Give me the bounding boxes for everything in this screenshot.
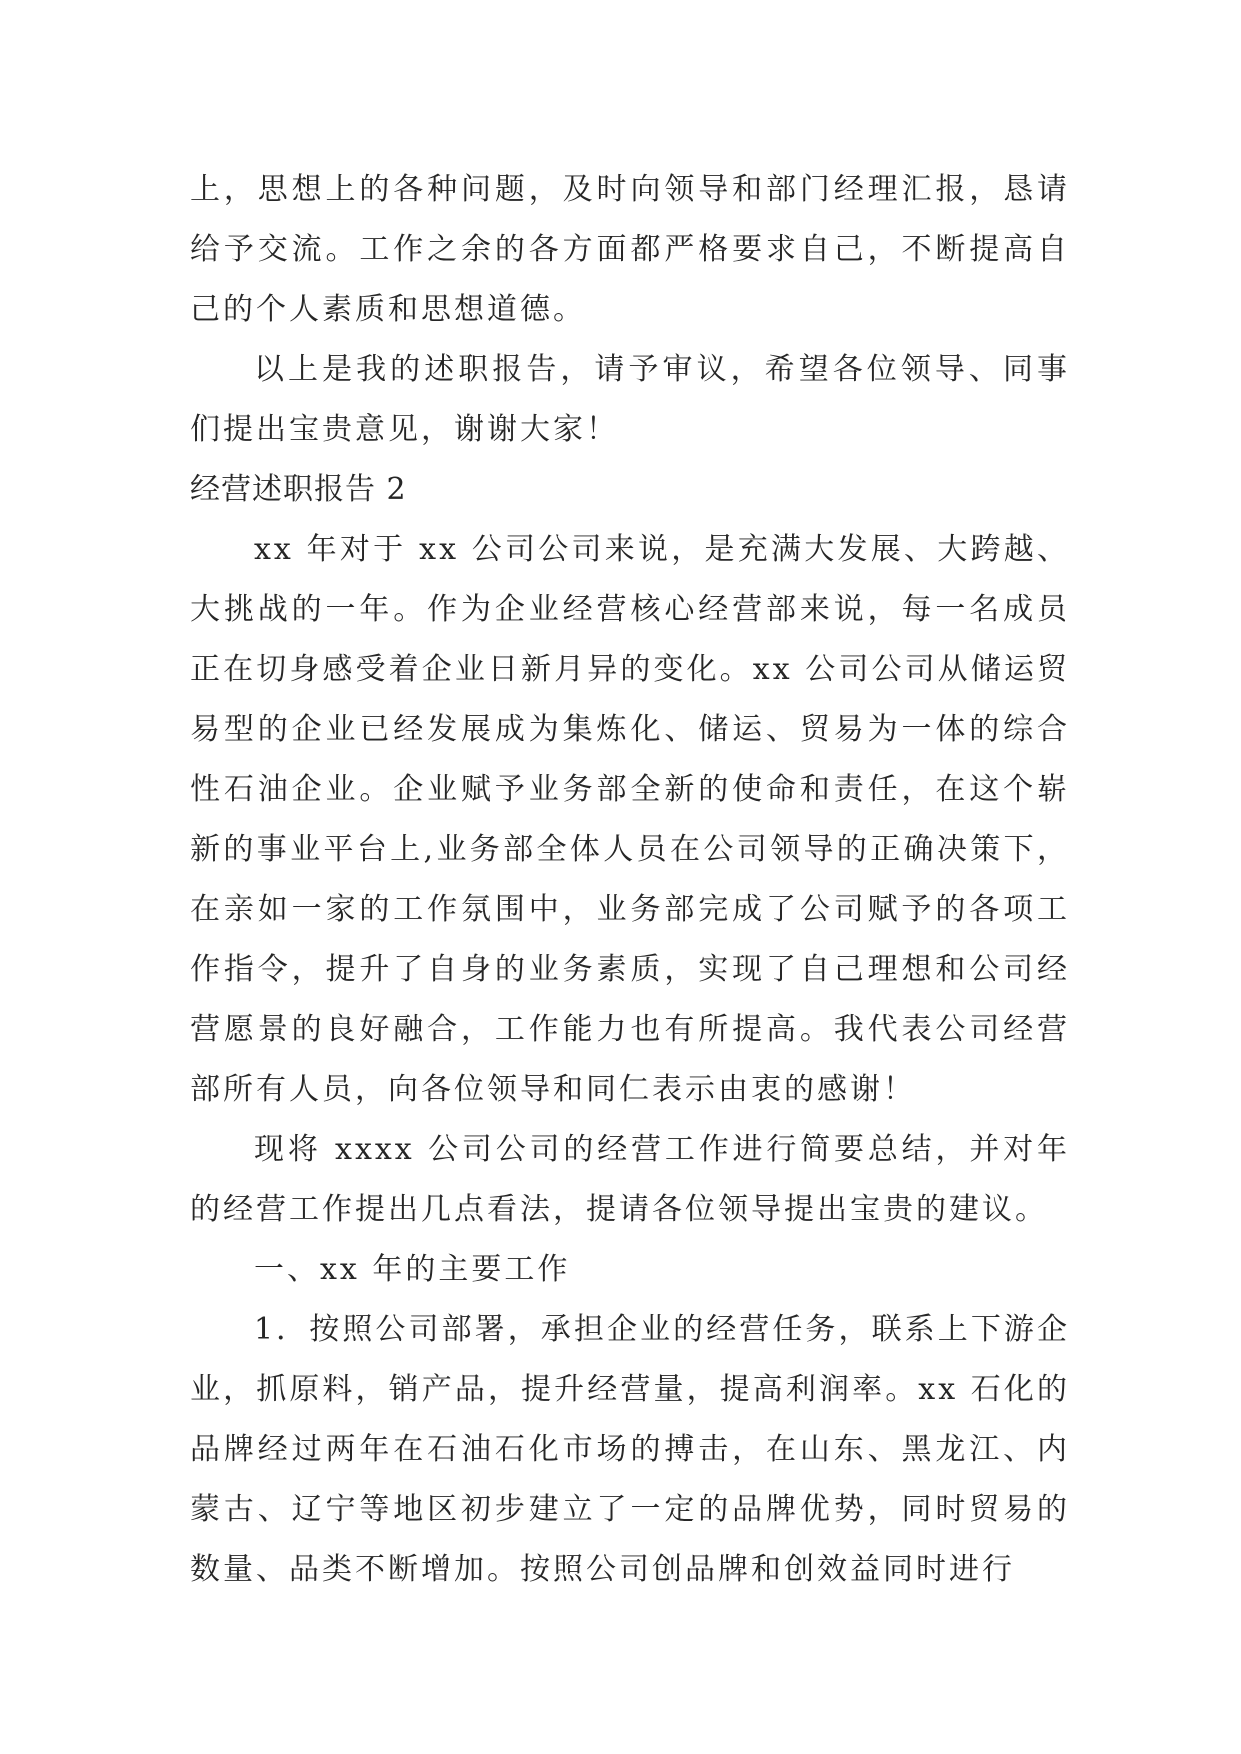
subsection-heading: 一、xx 年的主要工作 <box>254 1252 571 1287</box>
paragraph-closing: 以上是我的述职报告，请予审议，希望各位领导、同事们提出宝贵意见，谢谢大家！ <box>190 352 1070 447</box>
paragraph-intro: xx 年对于 xx 公司公司来说，是充满大发展、大跨越、大挑战的一年。作为企业经营核心经营部来说，每一名成员正在切身感受着企业日新月异的变化。xx 公司公司从储运贸易型的企业已经发展成为集炼化、储运、贸易为一体的综合性石油企业。企业赋予业务部全新的使命和责任，在这个崭新的事业平台上,业务部全体人员在公司领导的正确决策下，在亲如一家的工作氛围中，业务部完成了公司赋予的各项工作指令，提升了自身的业务素质，实现了自己理想和公司经营愿景的良好融合，工作能力也有所提高。我代表公司经营部所有人员，向各位领导和同仁表示由衷的感谢！ <box>190 532 1070 1107</box>
document-body <box>190 160 1070 1600</box>
paragraph-continuation: 上，思想上的各种问题，及时向领导和部门经理汇报，恳请给予交流。工作之余的各方面都严格要求自己，不断提高自己的个人素质和思想道德。 <box>190 172 1070 327</box>
paragraph-item-1: 1．按照公司部署，承担企业的经营任务，联系上下游企业，抓原料，销产品，提升经营量，提高利润率。xx 石化的品牌经过两年在石油石化市场的搏击，在山东、黑龙江、内蒙古、辽宁等地区初步建立了一定的品牌优势，同时贸易的数量、品类不断增加。按照公司创品牌和创效益同时进行 <box>190 1312 1070 1587</box>
paragraph-summary: 现将 xxxx 公司公司的经营工作进行简要总结，并对年的经营工作提出几点看法，提请各位领导提出宝贵的建议。 <box>190 1132 1070 1227</box>
section-heading: 经营述职报告 2 <box>190 472 407 507</box>
